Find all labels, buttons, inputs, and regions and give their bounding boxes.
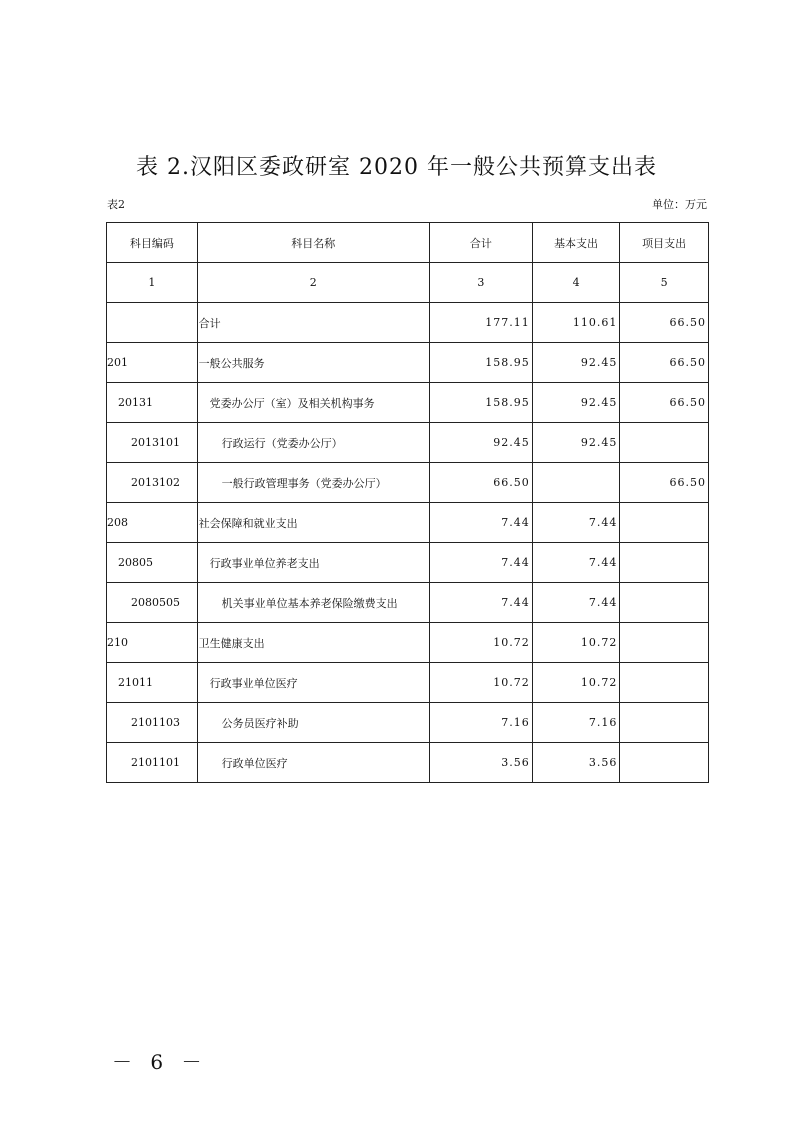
code-cell: 210 bbox=[107, 623, 198, 663]
total-cell: 10.72 bbox=[429, 623, 532, 663]
project-cell bbox=[620, 623, 709, 663]
name-cell: 一般行政管理事务（党委办公厅） bbox=[197, 463, 429, 503]
code-cell: 21011 bbox=[107, 663, 198, 703]
total-cell: 7.44 bbox=[429, 543, 532, 583]
project-cell bbox=[620, 743, 709, 783]
project-cell bbox=[620, 423, 709, 463]
code-cell bbox=[107, 303, 198, 343]
header-basic: 基本支出 bbox=[532, 223, 620, 263]
code-cell: 20805 bbox=[107, 543, 198, 583]
code-cell: 2101101 bbox=[107, 743, 198, 783]
basic-cell: 92.45 bbox=[532, 383, 620, 423]
project-cell: 66.50 bbox=[620, 303, 709, 343]
table-row bbox=[107, 503, 709, 543]
basic-cell: 7.44 bbox=[532, 583, 620, 623]
name-cell: 行政事业单位养老支出 bbox=[197, 543, 429, 583]
header-project: 项目支出 bbox=[620, 223, 709, 263]
code-cell: 20131 bbox=[107, 383, 198, 423]
unit-label: 单位：万元 bbox=[652, 198, 707, 211]
name-cell: 行政运行（党委办公厅） bbox=[197, 423, 429, 463]
index-cell: 4 bbox=[532, 263, 620, 303]
basic-cell: 3.56 bbox=[532, 743, 620, 783]
total-cell: 7.44 bbox=[429, 503, 532, 543]
total-cell: 3.56 bbox=[429, 743, 532, 783]
basic-cell bbox=[532, 463, 620, 503]
basic-cell: 110.61 bbox=[532, 303, 620, 343]
name-cell: 社会保障和就业支出 bbox=[197, 503, 429, 543]
total-cell: 7.16 bbox=[429, 703, 532, 743]
total-cell: 158.95 bbox=[429, 383, 532, 423]
project-cell bbox=[620, 583, 709, 623]
table-row bbox=[107, 303, 709, 343]
budget-table bbox=[106, 222, 709, 783]
total-cell: 7.44 bbox=[429, 583, 532, 623]
project-cell bbox=[620, 543, 709, 583]
name-cell: 行政单位医疗 bbox=[197, 743, 429, 783]
index-row bbox=[107, 263, 709, 303]
basic-cell: 7.16 bbox=[532, 703, 620, 743]
name-cell: 公务员医疗补助 bbox=[197, 703, 429, 743]
project-cell: 66.50 bbox=[620, 463, 709, 503]
header-code: 科目编码 bbox=[107, 223, 198, 263]
project-cell bbox=[620, 663, 709, 703]
name-cell: 行政事业单位医疗 bbox=[197, 663, 429, 703]
page-title: 表 2.汉阳区委政研室 2020 年一般公共预算支出表 bbox=[136, 155, 657, 180]
code-cell: 201 bbox=[107, 343, 198, 383]
basic-cell: 7.44 bbox=[532, 503, 620, 543]
index-cell: 2 bbox=[197, 263, 429, 303]
table-row bbox=[107, 423, 709, 463]
name-cell: 机关事业单位基本养老保险缴费支出 bbox=[197, 583, 429, 623]
name-cell: 卫生健康支出 bbox=[197, 623, 429, 663]
basic-cell: 92.45 bbox=[532, 423, 620, 463]
total-cell: 92.45 bbox=[429, 423, 532, 463]
project-cell: 66.50 bbox=[620, 383, 709, 423]
total-cell: 10.72 bbox=[429, 663, 532, 703]
total-cell: 158.95 bbox=[429, 343, 532, 383]
name-cell: 党委办公厅（室）及相关机构事务 bbox=[197, 383, 429, 423]
page-number: － 6 － bbox=[112, 1050, 208, 1074]
table-row bbox=[107, 463, 709, 503]
code-cell: 2080505 bbox=[107, 583, 198, 623]
table-row bbox=[107, 383, 709, 423]
header-row bbox=[107, 223, 709, 263]
header-name: 科目名称 bbox=[197, 223, 429, 263]
project-cell: 66.50 bbox=[620, 343, 709, 383]
project-cell bbox=[620, 503, 709, 543]
table-row bbox=[107, 543, 709, 583]
basic-cell: 10.72 bbox=[532, 663, 620, 703]
header-total: 合计 bbox=[429, 223, 532, 263]
index-cell: 1 bbox=[107, 263, 198, 303]
basic-cell: 10.72 bbox=[532, 623, 620, 663]
total-cell: 177.11 bbox=[429, 303, 532, 343]
code-cell: 2013101 bbox=[107, 423, 198, 463]
project-cell bbox=[620, 703, 709, 743]
name-cell: 一般公共服务 bbox=[197, 343, 429, 383]
table-label: 表2 bbox=[107, 198, 125, 211]
table-row bbox=[107, 663, 709, 703]
code-cell: 2101103 bbox=[107, 703, 198, 743]
table-row bbox=[107, 623, 709, 663]
basic-cell: 7.44 bbox=[532, 543, 620, 583]
index-cell: 3 bbox=[429, 263, 532, 303]
name-cell: 合计 bbox=[197, 303, 429, 343]
total-cell: 66.50 bbox=[429, 463, 532, 503]
table-row bbox=[107, 583, 709, 623]
basic-cell: 92.45 bbox=[532, 343, 620, 383]
table-row bbox=[107, 343, 709, 383]
table-row bbox=[107, 703, 709, 743]
code-cell: 208 bbox=[107, 503, 198, 543]
table-row bbox=[107, 743, 709, 783]
index-cell: 5 bbox=[620, 263, 709, 303]
code-cell: 2013102 bbox=[107, 463, 198, 503]
